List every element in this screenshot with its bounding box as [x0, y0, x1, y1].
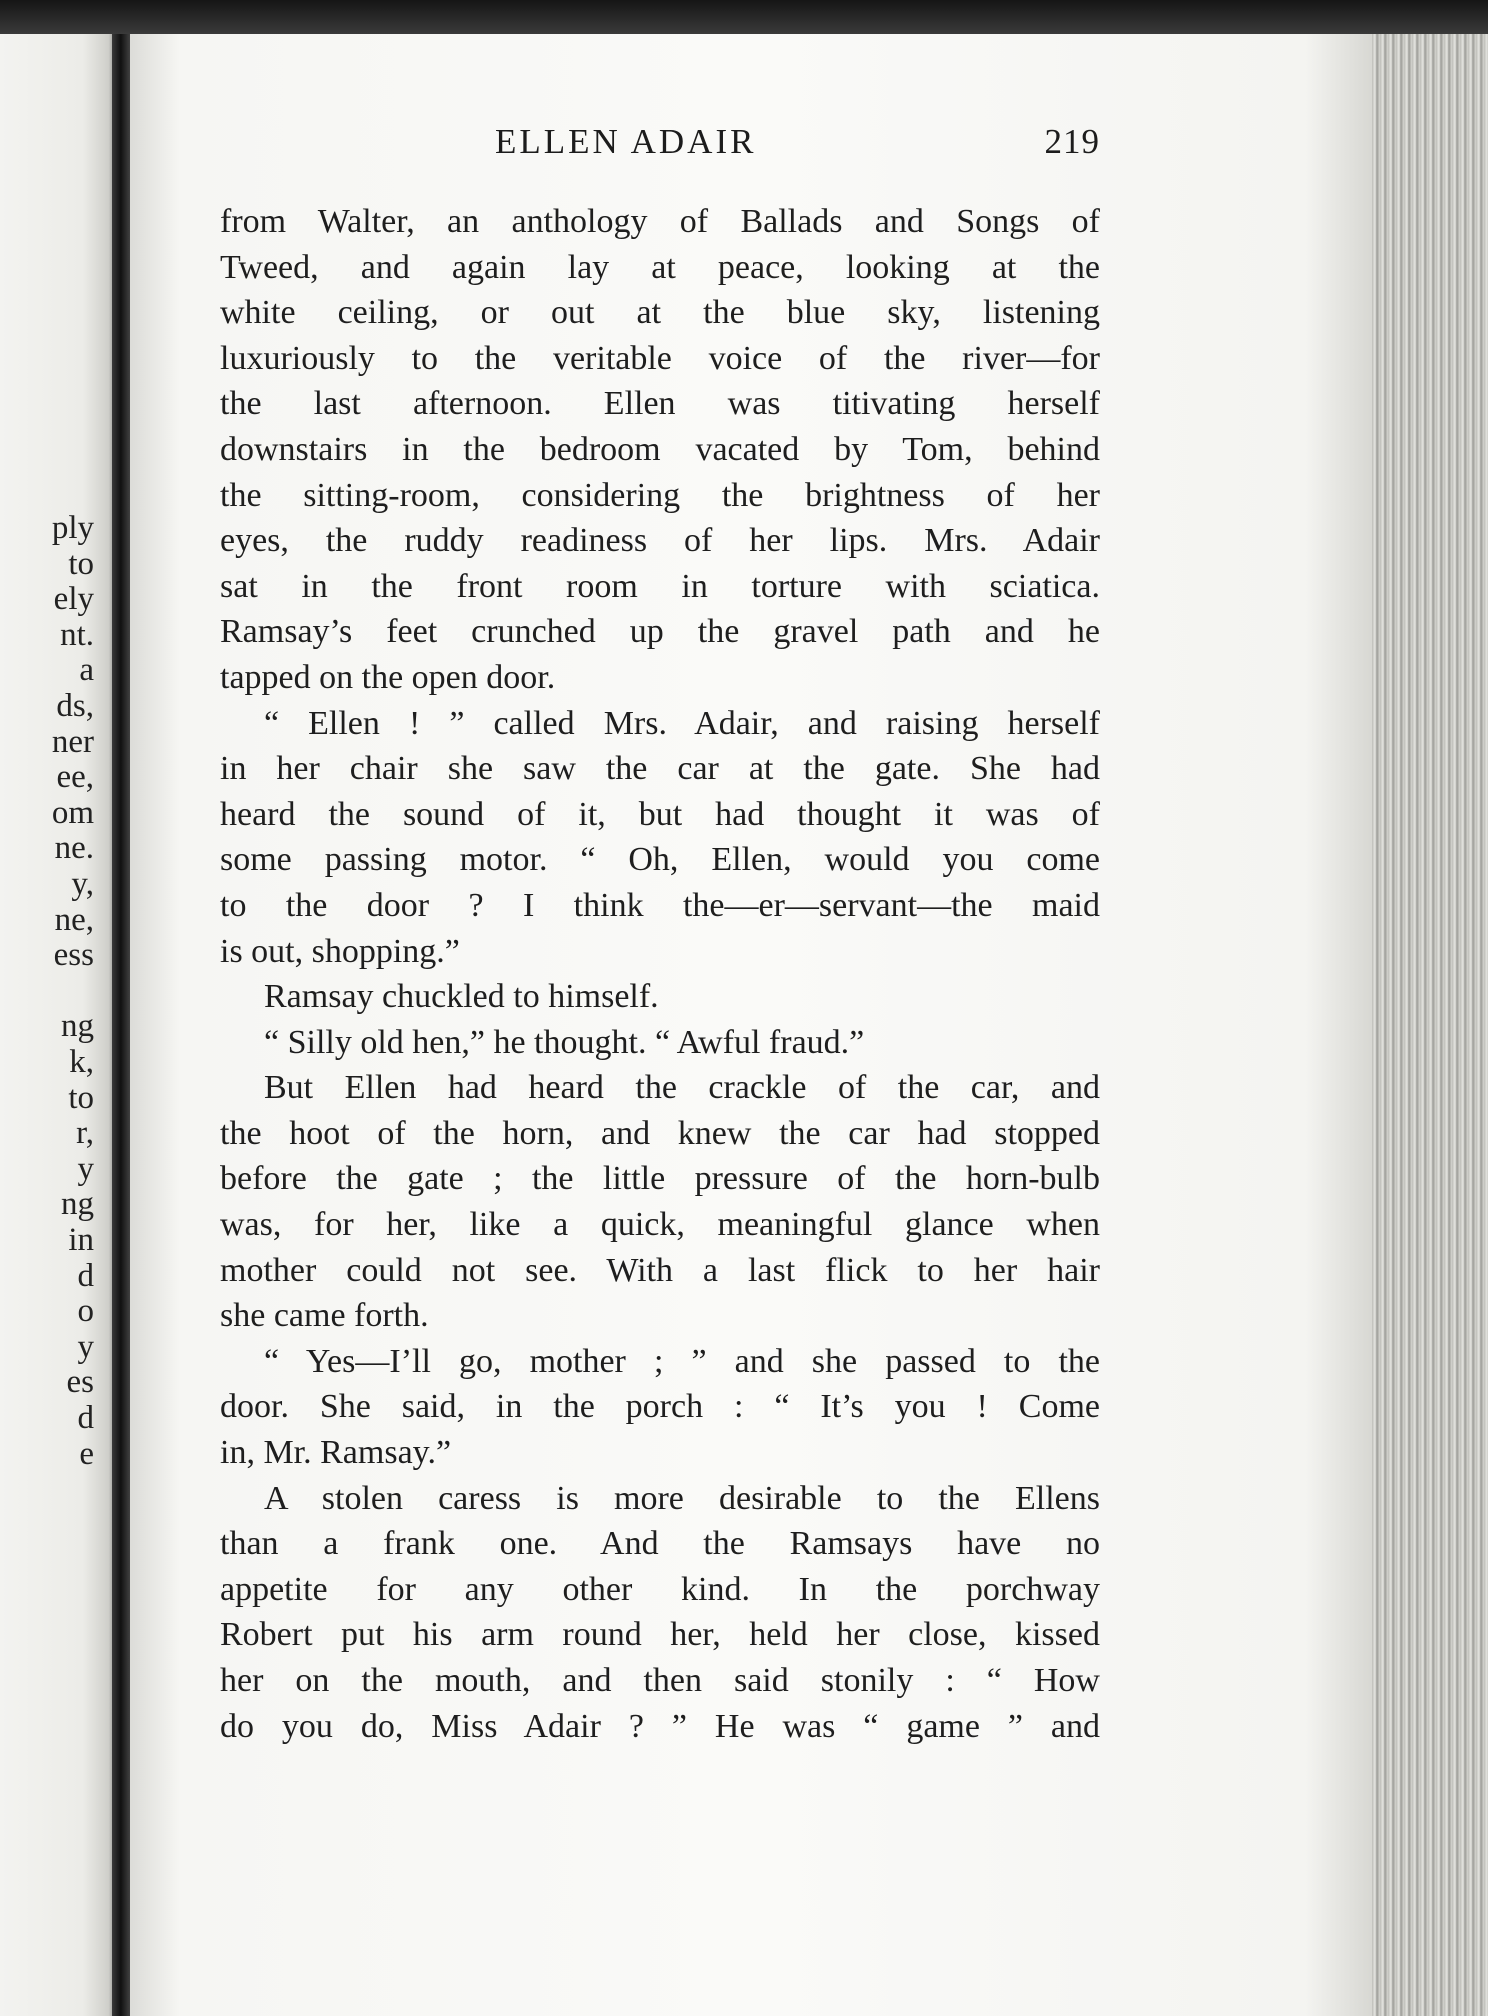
left-page-fragment: ply [51, 510, 94, 546]
page-edges [1372, 30, 1488, 2016]
text-line: in her chair she saw the car at the gate. She had [220, 750, 1100, 788]
left-page-fragment: ng [61, 1008, 94, 1045]
running-head [220, 122, 1100, 168]
text-line: “ Yes—I’ll go, mother ; ” and she passed to the [264, 1342, 1100, 1380]
text-line: eyes, the ruddy readiness of her lips. Mrs. Adair [220, 522, 1100, 560]
left-page-fragment: d [77, 1400, 94, 1436]
text-line: in, Mr. Ramsay.” [220, 1434, 452, 1472]
left-page-fragment: ess [53, 937, 94, 974]
text-line: do you do, Miss Adair ? ” He was “ game ” and [220, 1707, 1100, 1745]
left-page-fragment: ng [61, 1186, 94, 1223]
text-line: the sitting-room, considering the brightness of her [220, 476, 1100, 514]
page-number: 219 [1044, 122, 1100, 161]
left-page-fragment: ne. [54, 830, 94, 867]
left-page-fragment: nt. [60, 616, 94, 653]
text-line: sat in the front room in torture with sciatica. [220, 567, 1100, 605]
left-page-fragment: a [79, 652, 94, 689]
text-line: the hoot of the horn, and knew the car had stopped [220, 1114, 1100, 1152]
text-line: A stolen caress is more desirable to the Ellens [264, 1479, 1100, 1517]
left-page-fragment: om [51, 794, 94, 831]
running-title: ELLEN ADAIR [495, 122, 757, 161]
text-line: the last afternoon. Ellen was titivating herself [220, 385, 1100, 423]
text-line: before the gate ; the little pressure of the horn-bulb [220, 1160, 1100, 1198]
left-page-fragment: e [79, 1435, 94, 1472]
left-page-fragment: in [68, 1222, 94, 1258]
left-page-fragment: ne, [54, 901, 94, 938]
text-line: Ramsay chuckled to himself. [264, 978, 659, 1016]
text-line: her on the mouth, and then said stonily : “ How [220, 1662, 1100, 1699]
text-line: Ramsay’s feet crunched up the gravel path and he [220, 613, 1100, 651]
text-line: luxuriously to the veritable voice of the river—for [220, 339, 1100, 377]
text-line: “ Ellen ! ” called Mrs. Adair, and raising herself [264, 704, 1100, 742]
left-page-fragment: ner [51, 723, 94, 760]
text-line: some passing motor. “ Oh, Ellen, would you come [220, 841, 1100, 879]
left-page-fragment: to [68, 545, 94, 582]
text-line: downstairs in the bedroom vacated by Tom, behind [220, 430, 1100, 468]
left-page-fragment: r, [76, 1115, 94, 1152]
left-page-fragment: d [77, 1257, 94, 1294]
body-text [220, 199, 1100, 1749]
text-line: Robert put his arm round her, held her close, kissed [220, 1616, 1100, 1654]
text-line: appetite for any other kind. In the porchway [220, 1570, 1100, 1608]
left-page-fragment: o [77, 1293, 94, 1330]
left-page-fragment: y [77, 1328, 94, 1365]
text-line: tapped on the open door. [220, 658, 556, 696]
text-line: mother could not see. With a last flick to her hair [220, 1251, 1100, 1289]
left-page-fragment: to [68, 1079, 94, 1116]
left-page-fragment: ee, [56, 759, 94, 796]
text-line: Tweed, and again lay at peace, looking at the [220, 248, 1100, 286]
left-page-fragment: y, [71, 866, 94, 902]
text-line: “ Silly old hen,” he thought. “ Awful fraud.” [264, 1023, 865, 1061]
left-page-fragment: y [77, 1150, 94, 1187]
text-line: is out, shopping.” [220, 932, 460, 970]
left-page-fragment: k, [69, 1044, 94, 1080]
text-line: white ceiling, or out at the blue sky, listening [220, 294, 1100, 332]
text-line: But Ellen had heard the crackle of the car, and [264, 1069, 1100, 1107]
text-line: was, for her, like a quick, meaningful glance when [220, 1206, 1100, 1244]
text-line: than a frank one. And the Ramsays have no [220, 1525, 1100, 1563]
left-page-fragment: ely [53, 581, 94, 618]
left-facing-page [0, 0, 118, 2016]
text-line: door. She said, in the porch : “ It’s you ! Come [220, 1388, 1100, 1426]
left-page-fragment: es [66, 1364, 94, 1401]
scan-top-edge [0, 0, 1488, 34]
text-line: to the door ? I think the—er—servant—the maid [220, 886, 1100, 924]
text-line: heard the sound of it, but had thought it was of [220, 795, 1100, 833]
text-line: from Walter, an anthology of Ballads and Songs of [220, 203, 1100, 240]
text-line: she came forth. [220, 1297, 429, 1335]
left-page-fragment: ds, [56, 688, 94, 724]
